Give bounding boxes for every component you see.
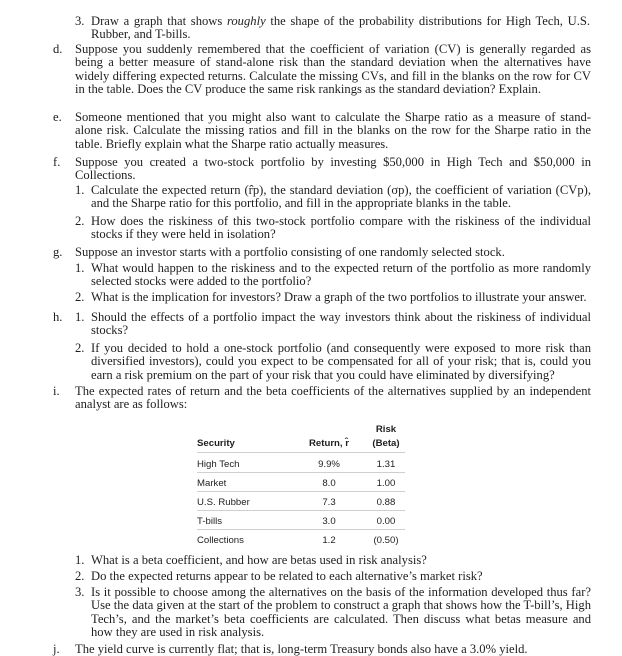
part-f-text: Suppose you created a two-stock portfolio by investing $50,000 in High Tech and $50,000 in Collections.: [75, 155, 591, 183]
part-i-item-3-text: Is it possible to choose among the alternatives on the basis of the information developed thus far? Use the data given at the start of the problem to construct a graph that shows how the T-bill’s, High Tech’s, and the market’s beta coefficients are calculated. Then discuss what betas measure and how they are used in risk analysis.: [91, 585, 591, 640]
row-divider: [197, 510, 405, 511]
part-f-item-1-text: Calculate the expected return (r̂p), the standard deviation (σp), the coefficient of variation (CVp), and the Sharpe ratio for this portfolio, and fill in the appropriate blanks in the table.: [91, 183, 591, 211]
part-e-text: Someone mentioned that you might also want to calculate the Sharpe ratio as a measure of stand-alone risk. Calculate the missing ratios and fill in the blanks on the row for the Sharpe ratio in the table. Briefly explain what the Sharpe ratio actually measures.: [75, 110, 591, 151]
part-h-item-2-text: If you decided to hold a one-stock portfolio (and consequently were exposed to more risk than diversified investors), could you expect to be compensated for all of your risk; that is, could you earn a risk premium on the part of your risk that you could have eliminated by diversifying?: [91, 341, 591, 382]
table-cell-security: T-bills: [197, 516, 223, 527]
part-e-letter: e.: [53, 110, 62, 124]
part-g-item-2-number: 2.: [75, 290, 85, 304]
table-cell-beta: 0.00: [376, 516, 396, 527]
part-g-text: Suppose an investor starts with a portfolio consisting of one randomly selected stock.: [75, 245, 505, 259]
part-d-text: Suppose you suddenly remembered that the coefficient of variation (CV) is generally regarded as being a better measure of stand-alone risk than the standard deviation when the alternatives have widely differing expected returns. Calculate the missing CVs, and fill in the blanks on the row for CV in the table. Does the CV produce the same risk rankings as the standard deviation? Explain.: [75, 42, 591, 97]
part-h-item-2-number: 2.: [75, 341, 85, 355]
part-f-item-2-text: How does the riskiness of this two-stock portfolio compare with the riskiness of the individual stocks if they were held in isolation?: [91, 214, 591, 242]
table-cell-return: 3.0: [322, 516, 336, 527]
part-j-letter: j.: [53, 642, 60, 656]
table-cell-return: 8.0: [322, 478, 336, 489]
table-cell-beta: 1.31: [376, 459, 396, 470]
table-cell-beta: (0.50): [373, 535, 399, 546]
part-i-text: The expected rates of return and the beta coefficients of the alternatives supplied by an independent analyst are as follows:: [75, 384, 591, 412]
table-cell-security: U.S. Rubber: [197, 497, 250, 508]
item-3-text: Draw a graph that shows roughly the shape of the probability distributions for High Tech, U.S. Rubber, and T-bills.: [91, 14, 590, 42]
part-i-item-1-number: 1.: [75, 553, 85, 567]
return-column-header: Return, r̂: [309, 438, 349, 449]
part-f-item-2-number: 2.: [75, 214, 85, 228]
table-cell-return: 1.2: [322, 535, 336, 546]
part-i-item-3-number: 3.: [75, 585, 85, 599]
part-g-item-1-text: What would happen to the riskiness and to the expected return of the portfolio as more randomly selected stocks were added to the portfolio?: [91, 261, 591, 289]
table-cell-return: 7.3: [322, 497, 336, 508]
table-cell-security: Collections: [197, 535, 244, 546]
part-i-item-2-number: 2.: [75, 569, 85, 583]
header-divider: [197, 452, 405, 453]
part-f-letter: f.: [53, 155, 61, 169]
row-divider: [197, 529, 405, 530]
part-g-item-2-text: What is the implication for investors? Draw a graph of the two portfolios to illustrate your answer.: [91, 290, 587, 304]
part-f-item-1-number: 1.: [75, 183, 85, 197]
table-cell-security: High Tech: [197, 459, 240, 470]
table-cell-security: Market: [197, 478, 227, 489]
part-g-letter: g.: [53, 245, 63, 259]
row-divider: [197, 472, 405, 473]
row-divider: [197, 491, 405, 492]
part-h-item-1-text: Should the effects of a portfolio impact the way investors think about the riskiness of individual stocks?: [91, 310, 591, 338]
part-d-letter: d.: [53, 42, 63, 56]
part-g-item-1-number: 1.: [75, 261, 85, 275]
part-i-letter: i.: [53, 384, 60, 398]
table-cell-beta: 0.88: [376, 497, 396, 508]
part-j-text: The yield curve is currently flat; that is, long-term Treasury bonds also have a 3.0% yield.: [75, 642, 528, 656]
part-i-item-2-text: Do the expected returns appear to be related to each alternative’s market risk?: [91, 569, 483, 583]
part-i-item-1-text: What is a beta coefficient, and how are betas used in risk analysis?: [91, 553, 427, 567]
table-cell-return: 9.9%: [318, 459, 340, 470]
beta-column-header: (Beta): [372, 438, 400, 449]
security-column-header: Security: [197, 438, 235, 449]
item-3-number: 3.: [75, 14, 85, 28]
risk-header: Risk: [375, 424, 397, 435]
part-h-item-1-number: 1.: [75, 310, 85, 324]
table-cell-beta: 1.00: [376, 478, 396, 489]
part-h-letter: h.: [53, 310, 63, 324]
